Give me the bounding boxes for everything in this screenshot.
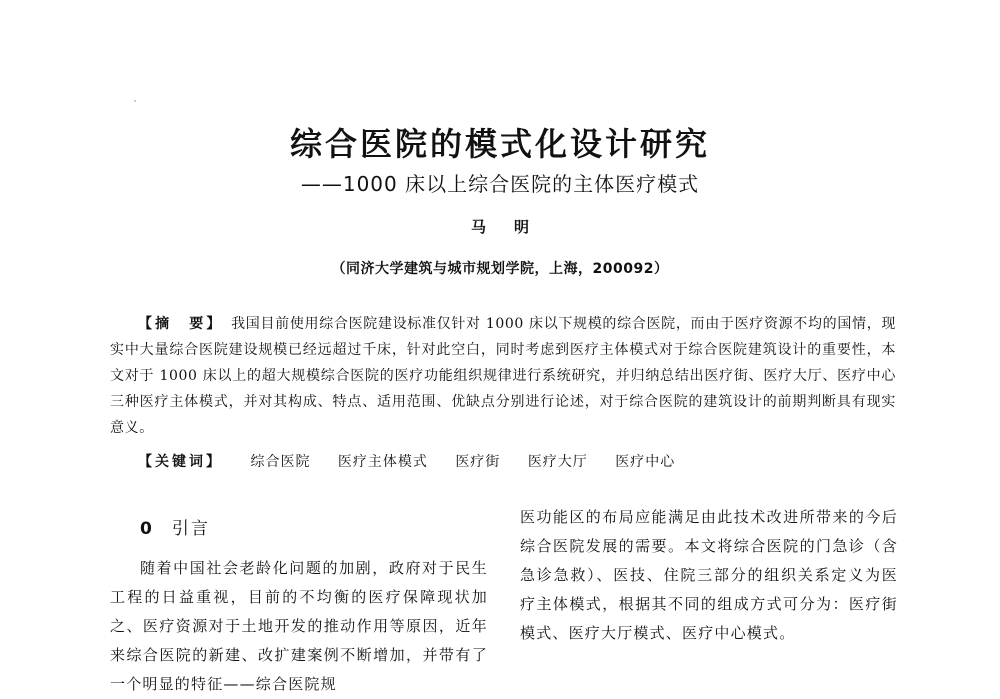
abstract-block bbox=[110, 311, 896, 441]
keywords-block bbox=[138, 451, 898, 473]
body-right-column: 医功能区的布局应能满足由此技术改进所带来的今后综合医院发展的需要。本文将综合医院的门急诊（含急诊急救）、医技、住院三部分的组织关系定义为医疗主体模式，根据其不同的组成方式可分为：医疗街模式、医疗大厅模式、医疗中心模式。 bbox=[520, 508, 898, 642]
section-title: 引言 bbox=[171, 519, 210, 539]
section-number: 0 bbox=[140, 519, 154, 539]
keyword-item: 医疗中心 bbox=[615, 454, 676, 470]
keyword-item: 综合医院 bbox=[250, 454, 311, 470]
abstract-label: 【摘 要】 bbox=[138, 316, 217, 332]
keyword-item: 医疗大厅 bbox=[527, 454, 588, 470]
keyword-item: 医疗街 bbox=[455, 454, 501, 470]
keywords-label: 【关键词】 bbox=[138, 454, 223, 470]
abstract-text: 我国目前使用综合医院建设标准仅针对 1000 床以下规模的综合医院，而由于医疗资源不均的国情，现实中大量综合医院建设规模已经远超过千床，针对此空白，同时考虑到医疗主体模式对于综合医院建筑设计的重要性，本文对于 1000 床以上的超大规模综合医院的医疗功能组织规律进行系统研究，并归纳总结出医疗街、医疗大厅、医疗中心三种医疗主体模式，并对其构成、特点、适用范围、优缺点分别进行论述，对于综合医院的建筑设计的前期判断具有现实意义。 bbox=[110, 316, 897, 436]
section-heading-introduction bbox=[140, 517, 210, 541]
scan-speck bbox=[134, 100, 136, 102]
author-name: 马明 bbox=[470, 218, 557, 236]
paper-subtitle: ——1000 床以上综合医院的主体医疗模式 bbox=[300, 172, 700, 196]
author-affiliation: （同济大学建筑与城市规划学院，上海，200092） bbox=[331, 261, 669, 277]
paper-title: 综合医院的模式化设计研究 bbox=[289, 125, 710, 163]
keyword-item: 医疗主体模式 bbox=[337, 454, 428, 470]
body-left-column: 随着中国社会老龄化问题的加剧，政府对于民生工程的日益重视，目前的不均衡的医疗保障现状加之、医疗资源对于土地开发的推动作用等原因，近年来综合医院的新建、改扩建案例不断增加，并带有了一个明显的特征——综合医院规 bbox=[110, 559, 488, 693]
